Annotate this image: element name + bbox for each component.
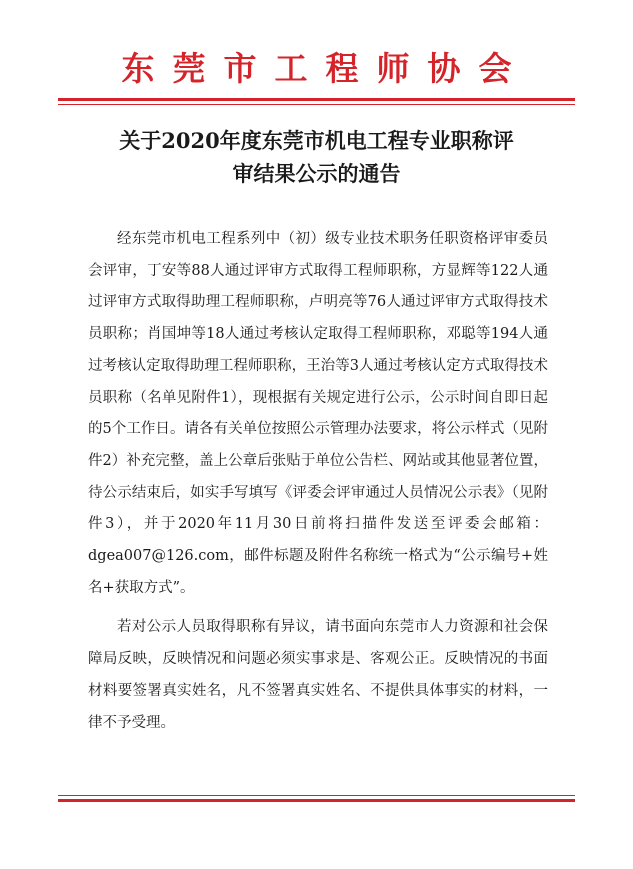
notice-body	[88, 224, 548, 739]
footer-rule-thin	[58, 795, 575, 796]
header-rule-thick	[58, 98, 575, 101]
title-line-1: 关于2020年度东莞市机电工程专业职称评	[119, 128, 514, 153]
organization-header: 东莞市工程师协会	[121, 49, 530, 88]
header-rule-thin	[58, 104, 575, 105]
notice-title	[70, 124, 563, 190]
footer-rule-thick	[58, 799, 575, 802]
title-line-2: 审结果公示的通告	[232, 161, 401, 186]
body-paragraph-1: 经东莞市机电工程系列中（初）级专业技术职务任职资格评审委员会评审，丁安等88人通过评审方式取得工程师职称，方显辉等122人通过评审方式取得助理工程师职称，卢明亮等76人通过评审方式取得技术员职称；肖国坤等18人通过考核认定取得工程师职称，邓聪等194人通过考核认定取得助理工程师职称，王治等3人通过考核认定方式取得技术员职称（名单见附件1），现根据有关规定进行公示，公示时间自即日起的5个工作日。请各有关单位按照公示管理办法要求，将公示样式（见附件2）补充完整，盖上公章后张贴于单位公告栏、网站或其他显著位置，待公示结束后，如实手写填写《评委会评审通过人员情况公示表》（见附件3），并于2020年11月30日前将扫描件发送至评委会邮箱：dgea007@126.com，邮件标题及附件名称统一格式为“公示编号+姓名+获取方式”。	[88, 231, 548, 596]
body-paragraph-2: 若对公示人员取得职称有异议，请书面向东莞市人力资源和社会保障局反映，反映情况和问题必须实事求是、客观公正。反映情况的书面材料要签署真实姓名，凡不签署真实姓名、不提供具体事实的材料，一律不予受理。	[88, 619, 548, 731]
